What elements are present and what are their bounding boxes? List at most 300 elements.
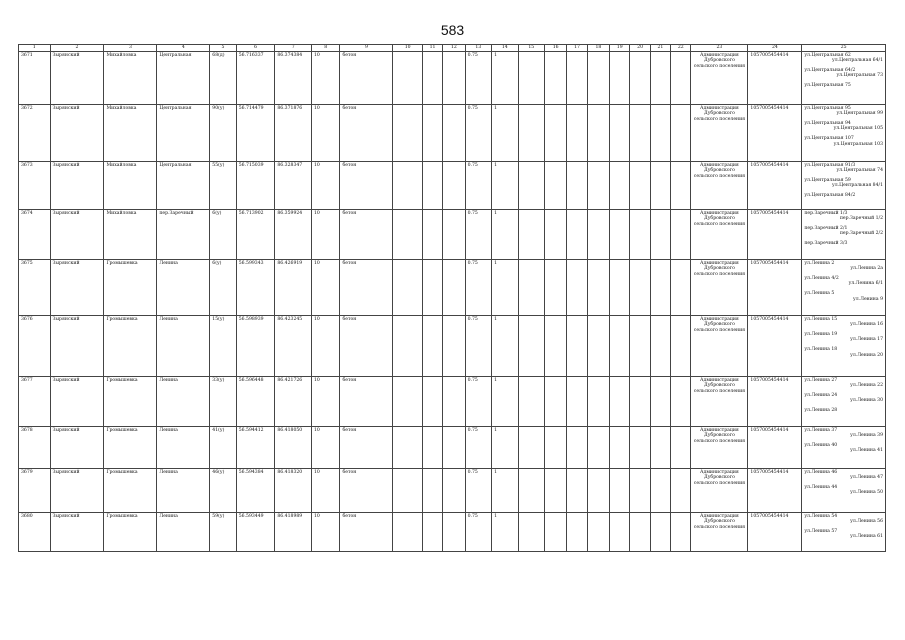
column-number-24: 24 <box>748 45 802 52</box>
col11-cell <box>422 209 442 259</box>
col22-cell <box>671 209 691 259</box>
table-row <box>19 315 886 376</box>
longitude-cell: 86.418320 <box>275 468 312 512</box>
count-cell: 1 <box>492 161 518 209</box>
house-cell: 46(у) <box>210 468 236 512</box>
district-cell: Зырянский <box>50 51 104 104</box>
count-cell: 1 <box>492 468 518 512</box>
col18-cell <box>587 209 609 259</box>
settlement-cell: Громышевка <box>104 376 157 426</box>
house-cell: 55(у) <box>210 161 236 209</box>
col21-cell <box>650 512 670 551</box>
settlement-cell: Громышевка <box>104 259 157 315</box>
volume-cell: 0.75 <box>465 51 491 104</box>
owner-cell: Администрация Дубровского сельского поселения <box>691 426 748 468</box>
address-item: ул.Ленина 40 <box>804 442 838 448</box>
col21-cell <box>650 51 670 104</box>
address-item: пер.Заречный 2/2 <box>839 231 883 237</box>
col17-cell <box>567 468 587 512</box>
col17-cell <box>567 209 587 259</box>
ogrn-cell: 1057005454414 <box>748 426 802 468</box>
col11-cell <box>422 104 442 161</box>
col17-cell <box>567 426 587 468</box>
col17-cell <box>567 161 587 209</box>
column-number-3: 3 <box>104 45 157 52</box>
col15-cell <box>518 315 544 376</box>
col15-cell <box>518 512 544 551</box>
col22-cell <box>671 376 691 426</box>
column-number-22: 22 <box>671 45 691 52</box>
house-cell: 6(у) <box>210 259 236 315</box>
owner-cell: Администрация Дубровского сельского поселения <box>691 161 748 209</box>
col12-cell <box>443 104 465 161</box>
settlement-cell: Михайловка <box>104 209 157 259</box>
col19-cell <box>610 315 630 376</box>
longitude-cell: 86.359924 <box>275 209 312 259</box>
col20-cell <box>630 161 650 209</box>
col8-cell: 10 <box>312 209 340 259</box>
district-cell: Зырянский <box>50 426 104 468</box>
column-number-8: 8 <box>312 45 340 52</box>
address-item: ул.Центральная 74 <box>836 168 883 174</box>
settlement-cell: Громышевка <box>104 512 157 551</box>
col10-cell <box>393 259 423 315</box>
col19-cell <box>610 426 630 468</box>
address-item: ул.Ленина 4/2 <box>804 275 839 281</box>
table-row <box>19 376 886 426</box>
street-cell: Ленина <box>157 315 210 376</box>
col19-cell <box>610 51 630 104</box>
row-number: 3674 <box>19 209 51 259</box>
longitude-cell: 86.423245 <box>275 315 312 376</box>
col8-cell: 10 <box>312 51 340 104</box>
longitude-cell: 86.426919 <box>275 259 312 315</box>
address-item: ул.Ленина 24 <box>804 392 838 398</box>
material-cell: бетон <box>340 259 393 315</box>
street-cell: Центральная <box>157 104 210 161</box>
row-number: 3677 <box>19 376 51 426</box>
served-addresses-cell <box>802 104 886 161</box>
house-cell: 15(у) <box>210 315 236 376</box>
material-cell: бетон <box>340 51 393 104</box>
col18-cell <box>587 51 609 104</box>
longitude-cell: 86.418989 <box>275 512 312 551</box>
col16-cell <box>544 315 566 376</box>
address-item: пер.Заречный 2/1 <box>804 225 848 231</box>
column-number-1: 1 <box>19 45 51 52</box>
address-item: ул.Центральная 103 <box>833 141 883 147</box>
col21-cell <box>650 161 670 209</box>
district-cell: Зырянский <box>50 161 104 209</box>
ogrn-cell: 1057005454414 <box>748 259 802 315</box>
row-number: 3672 <box>19 104 51 161</box>
address-item: ул.Ленина 57 <box>804 528 838 534</box>
col19-cell <box>610 468 630 512</box>
col10-cell <box>393 161 423 209</box>
col15-cell <box>518 259 544 315</box>
address-item: ул.Ленина 50 <box>850 490 883 496</box>
col16-cell <box>544 51 566 104</box>
column-number-11: 11 <box>422 45 442 52</box>
count-cell: 1 <box>492 512 518 551</box>
owner-cell: Администрация Дубровского сельского поселения <box>691 51 748 104</box>
volume-cell: 0.75 <box>465 161 491 209</box>
longitude-cell: 86.421726 <box>275 376 312 426</box>
latitude-cell: 56.594384 <box>236 468 275 512</box>
address-item: ул.Центральная 105 <box>833 126 883 132</box>
col15-cell <box>518 376 544 426</box>
col12-cell <box>443 376 465 426</box>
column-number-6: 6 <box>236 45 275 52</box>
address-item: ул.Ленина 9 <box>853 296 883 302</box>
address-item: ул.Ленина 16 <box>850 322 883 328</box>
col19-cell <box>610 104 630 161</box>
column-number-21: 21 <box>650 45 670 52</box>
col22-cell <box>671 104 691 161</box>
col22-cell <box>671 426 691 468</box>
col21-cell <box>650 426 670 468</box>
ogrn-cell: 1057005454414 <box>748 315 802 376</box>
settlement-cell: Громышевка <box>104 426 157 468</box>
latitude-cell: 56.715039 <box>236 161 275 209</box>
material-cell: бетон <box>340 512 393 551</box>
page-number: 583 <box>440 22 465 38</box>
volume-cell: 0.75 <box>465 259 491 315</box>
col8-cell: 10 <box>312 468 340 512</box>
col15-cell <box>518 468 544 512</box>
column-number-10: 10 <box>393 45 423 52</box>
district-cell: Зырянский <box>50 209 104 259</box>
street-cell: Ленина <box>157 468 210 512</box>
column-number-16: 16 <box>544 45 566 52</box>
count-cell: 1 <box>492 426 518 468</box>
col19-cell <box>610 259 630 315</box>
volume-cell: 0.75 <box>465 376 491 426</box>
col10-cell <box>393 468 423 512</box>
material-cell: бетон <box>340 315 393 376</box>
ogrn-cell: 1057005454414 <box>748 104 802 161</box>
longitude-cell: 86.371876 <box>275 104 312 161</box>
col11-cell <box>422 315 442 376</box>
col22-cell <box>671 512 691 551</box>
col11-cell <box>422 468 442 512</box>
latitude-cell: 56.596448 <box>236 376 275 426</box>
count-cell: 1 <box>492 315 518 376</box>
settlement-cell: Михайловка <box>104 104 157 161</box>
district-cell: Зырянский <box>50 376 104 426</box>
address-item: ул.Ленина 6/1 <box>848 281 883 287</box>
address-item: ул.Центральная 91/3 <box>804 162 856 168</box>
col19-cell <box>610 512 630 551</box>
col17-cell <box>567 376 587 426</box>
col17-cell <box>567 104 587 161</box>
col10-cell <box>393 426 423 468</box>
column-number-19: 19 <box>610 45 630 52</box>
street-cell: пер.Заречный <box>157 209 210 259</box>
col21-cell <box>650 209 670 259</box>
col11-cell <box>422 51 442 104</box>
column-number-14: 14 <box>492 45 518 52</box>
col12-cell <box>443 468 465 512</box>
col20-cell <box>630 259 650 315</box>
address-item: ул.Ленина 2а <box>850 266 883 272</box>
column-number-18: 18 <box>587 45 609 52</box>
col12-cell <box>443 51 465 104</box>
address-item: ул.Центральная 99 <box>836 111 883 117</box>
ogrn-cell: 1057005454414 <box>748 51 802 104</box>
column-number-25: 25 <box>802 45 886 52</box>
address-item: ул.Центральная 73 <box>836 73 883 79</box>
address-item: ул.Ленина 41 <box>850 448 883 454</box>
col18-cell <box>587 426 609 468</box>
col8-cell: 10 <box>312 104 340 161</box>
longitude-cell: 86.418050 <box>275 426 312 468</box>
latitude-cell: 56.598939 <box>236 315 275 376</box>
count-cell: 1 <box>492 51 518 104</box>
address-item: ул.Центральная 64/1 <box>832 58 883 64</box>
column-number-row <box>19 45 886 52</box>
address-item: ул.Ленина 46 <box>804 469 838 475</box>
address-item: ул.Ленина 20 <box>850 352 883 358</box>
house-cell: 90(у) <box>210 104 236 161</box>
col22-cell <box>671 259 691 315</box>
col15-cell <box>518 161 544 209</box>
district-cell: Зырянский <box>50 512 104 551</box>
row-number: 3675 <box>19 259 51 315</box>
owner-cell: Администрация Дубровского сельского поселения <box>691 376 748 426</box>
address-item: ул.Ленина 15 <box>804 316 838 322</box>
col17-cell <box>567 259 587 315</box>
col20-cell <box>630 104 650 161</box>
table-row <box>19 104 886 161</box>
address-item: ул.Центральная 59 <box>804 177 851 183</box>
material-cell: бетон <box>340 161 393 209</box>
col8-cell: 10 <box>312 512 340 551</box>
row-number: 3679 <box>19 468 51 512</box>
street-cell: Центральная <box>157 51 210 104</box>
col18-cell <box>587 315 609 376</box>
owner-cell: Администрация Дубровского сельского поселения <box>691 259 748 315</box>
longitude-cell: 86.374384 <box>275 51 312 104</box>
address-item: пер.Заречный 3/3 <box>804 240 848 246</box>
street-cell: Ленина <box>157 426 210 468</box>
served-addresses-cell <box>802 426 886 468</box>
served-addresses-cell <box>802 315 886 376</box>
address-item: ул.Ленина 47 <box>850 475 883 481</box>
ogrn-cell: 1057005454414 <box>748 209 802 259</box>
district-cell: Зырянский <box>50 315 104 376</box>
table-row <box>19 512 886 551</box>
col22-cell <box>671 315 691 376</box>
col18-cell <box>587 376 609 426</box>
street-cell: Ленина <box>157 512 210 551</box>
column-number-20: 20 <box>630 45 650 52</box>
district-cell: Зырянский <box>50 468 104 512</box>
address-item: ул.Центральная 84/2 <box>804 192 856 198</box>
address-item: ул.Ленина 44 <box>804 484 838 490</box>
row-number: 3678 <box>19 426 51 468</box>
settlement-cell: Михайловка <box>104 51 157 104</box>
ogrn-cell: 1057005454414 <box>748 512 802 551</box>
col8-cell: 10 <box>312 315 340 376</box>
col12-cell <box>443 161 465 209</box>
column-number-13: 13 <box>465 45 491 52</box>
col15-cell <box>518 51 544 104</box>
latitude-cell: 56.594412 <box>236 426 275 468</box>
col10-cell <box>393 512 423 551</box>
served-addresses-cell <box>802 209 886 259</box>
column-number-17: 17 <box>567 45 587 52</box>
col20-cell <box>630 512 650 551</box>
ogrn-cell: 1057005454414 <box>748 161 802 209</box>
column-number-5: 5 <box>210 45 236 52</box>
address-item: ул.Ленина 18 <box>804 346 838 352</box>
column-number-15: 15 <box>518 45 544 52</box>
address-item: ул.Ленина 5 <box>804 290 835 296</box>
col16-cell <box>544 161 566 209</box>
served-addresses-cell <box>802 259 886 315</box>
col11-cell <box>422 512 442 551</box>
settlement-cell: Громышевка <box>104 315 157 376</box>
served-addresses-cell <box>802 161 886 209</box>
house-cell: 68(д) <box>210 51 236 104</box>
row-number: 3671 <box>19 51 51 104</box>
col12-cell <box>443 259 465 315</box>
col8-cell: 10 <box>312 259 340 315</box>
col17-cell <box>567 315 587 376</box>
col20-cell <box>630 209 650 259</box>
col18-cell <box>587 512 609 551</box>
latitude-cell: 56.716337 <box>236 51 275 104</box>
latitude-cell: 56.714479 <box>236 104 275 161</box>
col12-cell <box>443 315 465 376</box>
district-cell: Зырянский <box>50 259 104 315</box>
col11-cell <box>422 426 442 468</box>
district-cell: Зырянский <box>50 104 104 161</box>
col22-cell <box>671 468 691 512</box>
material-cell: бетон <box>340 468 393 512</box>
ogrn-cell: 1057005454414 <box>748 376 802 426</box>
column-number-2: 2 <box>50 45 104 52</box>
served-addresses-cell <box>802 51 886 104</box>
column-number-4: 4 <box>157 45 210 52</box>
col16-cell <box>544 512 566 551</box>
col20-cell <box>630 468 650 512</box>
volume-cell: 0.75 <box>465 468 491 512</box>
col12-cell <box>443 209 465 259</box>
count-cell: 1 <box>492 376 518 426</box>
address-item: ул.Ленина 39 <box>850 433 883 439</box>
address-item: ул.Ленина 37 <box>804 427 838 433</box>
col21-cell <box>650 315 670 376</box>
col11-cell <box>422 161 442 209</box>
house-cell: 41(у) <box>210 426 236 468</box>
table-row <box>19 161 886 209</box>
material-cell: бетон <box>340 376 393 426</box>
column-number-12: 12 <box>443 45 465 52</box>
col21-cell <box>650 104 670 161</box>
latitude-cell: 56.599343 <box>236 259 275 315</box>
address-item: ул.Ленина 2 <box>804 260 835 266</box>
col16-cell <box>544 376 566 426</box>
col22-cell <box>671 51 691 104</box>
table-row <box>19 209 886 259</box>
col21-cell <box>650 376 670 426</box>
col10-cell <box>393 376 423 426</box>
street-cell: Ленина <box>157 376 210 426</box>
column-number-7: 7 <box>275 45 312 52</box>
settlement-cell: Громышевка <box>104 468 157 512</box>
address-item: ул.Центральная 94 <box>804 120 851 126</box>
col17-cell <box>567 51 587 104</box>
address-item: ул.Ленина 17 <box>850 337 883 343</box>
col17-cell <box>567 512 587 551</box>
col18-cell <box>587 468 609 512</box>
owner-cell: Администрация Дубровского сельского поселения <box>691 468 748 512</box>
address-item: ул.Центральная 107 <box>804 135 854 141</box>
column-number-23: 23 <box>691 45 748 52</box>
material-cell: бетон <box>340 426 393 468</box>
volume-cell: 0.75 <box>465 315 491 376</box>
address-item: ул.Ленина 30 <box>850 398 883 404</box>
col21-cell <box>650 259 670 315</box>
address-item: ул.Центральная 95 <box>804 105 851 111</box>
col8-cell: 10 <box>312 376 340 426</box>
col16-cell <box>544 259 566 315</box>
owner-cell: Администрация Дубровского сельского поселения <box>691 104 748 161</box>
ogrn-cell: 1057005454414 <box>748 468 802 512</box>
col20-cell <box>630 376 650 426</box>
col15-cell <box>518 426 544 468</box>
col8-cell: 10 <box>312 426 340 468</box>
column-number-9: 9 <box>340 45 393 52</box>
col20-cell <box>630 51 650 104</box>
col11-cell <box>422 259 442 315</box>
col21-cell <box>650 468 670 512</box>
served-addresses-cell <box>802 512 886 551</box>
col16-cell <box>544 209 566 259</box>
owner-cell: Администрация Дубровского сельского поселения <box>691 209 748 259</box>
address-item: ул.Ленина 56 <box>850 519 883 525</box>
count-cell: 1 <box>492 104 518 161</box>
col18-cell <box>587 161 609 209</box>
col18-cell <box>587 104 609 161</box>
volume-cell: 0.75 <box>465 104 491 161</box>
col22-cell <box>671 161 691 209</box>
table-row <box>19 426 886 468</box>
col11-cell <box>422 376 442 426</box>
address-item: пер.Заречный 1/2 <box>839 216 883 222</box>
col8-cell: 10 <box>312 161 340 209</box>
table-row <box>19 51 886 104</box>
col10-cell <box>393 51 423 104</box>
served-addresses-cell <box>802 468 886 512</box>
col19-cell <box>610 161 630 209</box>
col10-cell <box>393 315 423 376</box>
col15-cell <box>518 209 544 259</box>
address-item: ул.Ленина 27 <box>804 377 838 383</box>
col20-cell <box>630 315 650 376</box>
owner-cell: Администрация Дубровского сельского поселения <box>691 512 748 551</box>
material-cell: бетон <box>340 104 393 161</box>
volume-cell: 0.75 <box>465 209 491 259</box>
col16-cell <box>544 426 566 468</box>
address-item: ул.Ленина 61 <box>850 534 883 540</box>
col16-cell <box>544 468 566 512</box>
col16-cell <box>544 104 566 161</box>
volume-cell: 0.75 <box>465 426 491 468</box>
material-cell: бетон <box>340 209 393 259</box>
